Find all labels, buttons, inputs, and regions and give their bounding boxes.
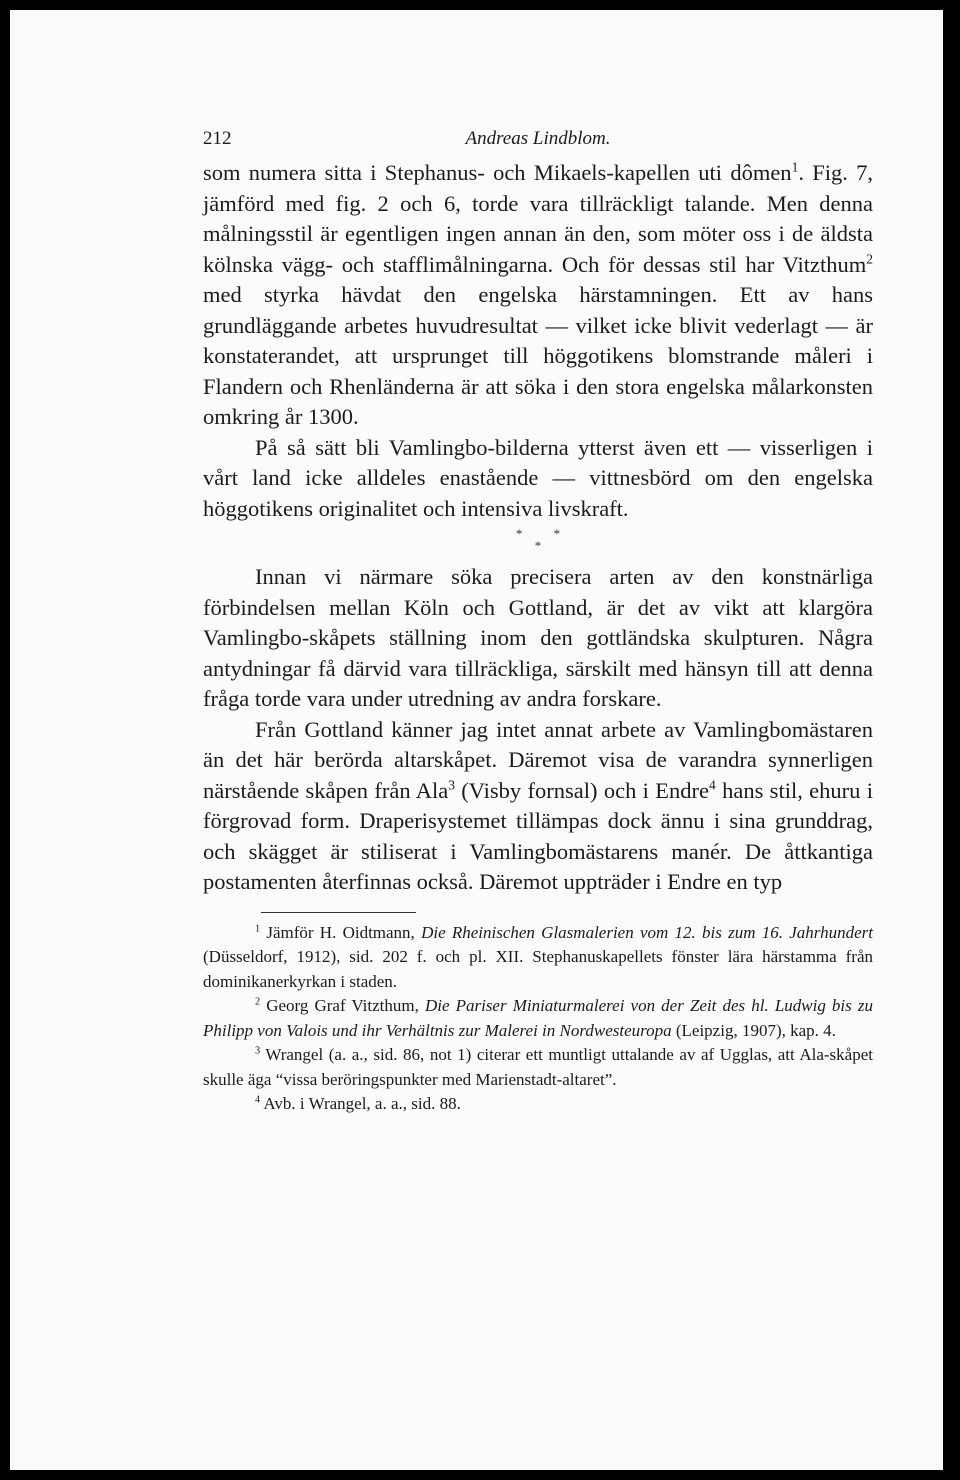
footnote-2: $^2$ Georg Graf Vitzthum, Die Pariser Miniaturmalerei von der Zeit des hl. Ludwig bis zu Philipp von Valois und ihr Verhältnis zur Malerei in Nordwesteuropa (Leipzig, 1907), kap. 4.: [203, 996, 873, 1040]
separator-stars-top: * *: [515, 526, 575, 541]
footnote-rule: [261, 912, 416, 913]
running-head: [203, 128, 873, 158]
footnote-ref-4: 4: [709, 777, 716, 792]
footnote-3: $^3$ Wrangel (a. a., sid. 86, not 1) citerar ett muntligt uttalande av af Ugglas, att Ala-skåpet skulle äga “vissa beröringspunkter med Marienstadt-altaret”.: [203, 1045, 873, 1089]
footnote-ref-1: 1: [791, 159, 799, 175]
book-page: [10, 10, 943, 1470]
running-head-author: Andreas Lindblom.: [465, 128, 611, 149]
body-text: [203, 158, 873, 898]
paragraph-1: som numera sitta i Stephanus- och Mikaels-kapellen uti dômen$^1$. Fig. 7, jämförd med fig. 2 och 6, torde vara tillräckligt talande. Men denna målningsstil är egentligen ingen annan än den, som möter oss i de äldsta kölnska vägg- och stafflimålningarna. Och för dessas stil har Vitzthum$^2$ med styrka hävdat den engelska härstamningen. Ett av hans grundläggande arbetes huvudresultat — vilket icke blivit vederlagt — är konstaterandet, att ursprunget till höggotikens blomstrande måleri i Flandern och Rhenländerna är att söka i den stora engelska målarkonsten omkring år 1300.: [203, 159, 873, 429]
section-separator: [203, 528, 873, 552]
page-content: [203, 128, 873, 1117]
footnote-ref-2: 2: [866, 251, 873, 266]
separator-stars-bottom: *: [534, 538, 542, 553]
paragraph-4: Från Gottland känner jag intet annat arbete av Vamlingbomästaren än det här berörda altarskåpet. Däremot visa de varandra synnerligen närstående skåpen från Ala$^3$ (Visby fornsal) och i Endre$^4$ hans stil, ehuru i förgrovad form. Draperisystemet tillämpas dock ännu i sina grunddrag, och skägget är stiliserat i Vamlingbomästarens manér. De åttkantiga postamenten återfinnas också. Däremot uppträder i Endre en typ: [203, 716, 873, 894]
footnote-1: $^1$ Jämför H. Oidtmann, Die Rheinischen Glasmalerien vom 12. bis zum 16. Jahrhundert (Düsseldorf, 1912), sid. 202 f. och pl. XII. Stephanuskapellets fönster lära härstamma från dominikanerkyrkan i staden.: [203, 922, 873, 991]
footnote-4: $^4$ Avb. i Wrangel, a. a., sid. 88.: [255, 1094, 461, 1113]
paragraph-2: På så sätt bli Vamlingbo-bilderna ytterst även ett — visserligen i vårt land icke alldeles enastående — vittnesbörd om den engelska höggotikens originalitet och intensiva livskraft.: [203, 434, 873, 521]
footnote-ref-3: 3: [448, 777, 455, 792]
page-number: 212: [203, 128, 232, 149]
paragraph-3: Innan vi närmare söka precisera arten av den konstnärliga förbindelsen mellan Köln och Gottland, är det av vikt att klargöra Vamlingbo-skåpets ställning inom den gottländska skulpturen. Några antydningar få därvid vara tillräckliga, särskilt med hänsyn till att denna fråga torde vara under utredning av andra forskare.: [203, 564, 873, 711]
footnotes: [203, 921, 873, 1117]
